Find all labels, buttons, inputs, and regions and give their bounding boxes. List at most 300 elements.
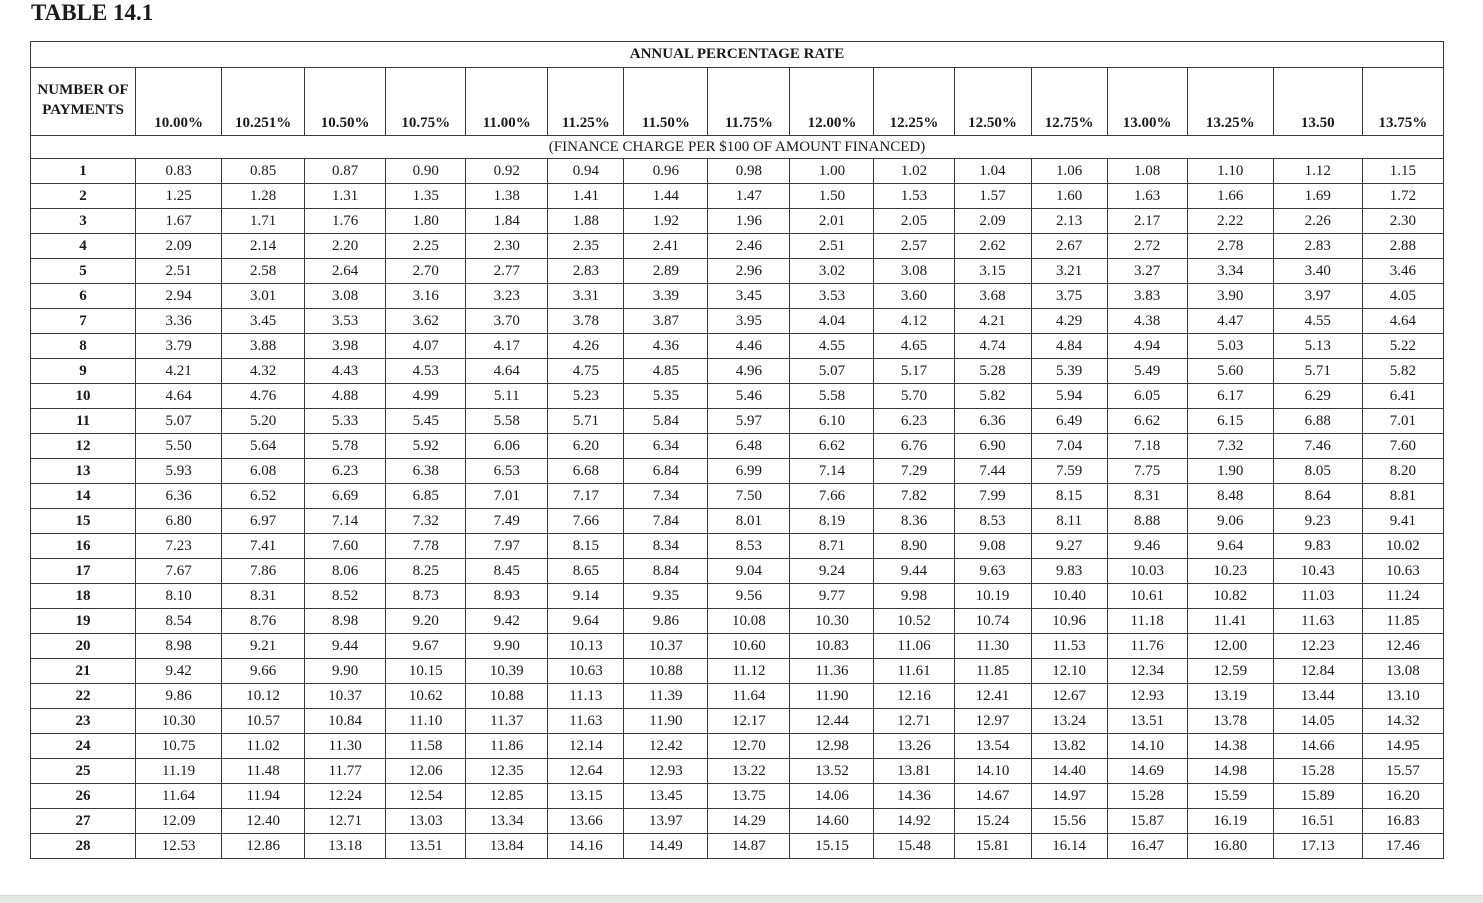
- table-row: [31, 659, 1444, 684]
- finance-charge-cell: 4.43: [305, 359, 386, 384]
- finance-charge-cell: 15.28: [1273, 759, 1362, 784]
- finance-charge-cell: 9.83: [1273, 534, 1362, 559]
- finance-charge-cell: 10.60: [708, 634, 790, 659]
- finance-charge-cell: 10.62: [386, 684, 466, 709]
- finance-charge-cell: 9.04: [708, 559, 790, 584]
- finance-charge-cell: 5.07: [136, 409, 222, 434]
- finance-charge-cell: 14.66: [1273, 734, 1362, 759]
- finance-charge-cell: 1.00: [790, 159, 874, 184]
- finance-charge-cell: 10.52: [874, 609, 954, 634]
- finance-charge-cell: 2.25: [386, 234, 466, 259]
- table-row: [31, 309, 1444, 334]
- finance-charge-cell: 12.85: [466, 784, 548, 809]
- finance-charge-cell: 2.13: [1031, 209, 1107, 234]
- finance-charge-cell: 9.20: [386, 609, 466, 634]
- finance-charge-cell: 1.35: [386, 184, 466, 209]
- finance-charge-cell: 1.67: [136, 209, 222, 234]
- finance-charge-cell: 5.07: [790, 359, 874, 384]
- finance-charge-cell: 14.67: [954, 784, 1031, 809]
- finance-charge-cell: 5.35: [624, 384, 708, 409]
- finance-charge-cell: 7.67: [136, 559, 222, 584]
- finance-charge-cell: 3.39: [624, 284, 708, 309]
- finance-charge-cell: 13.78: [1187, 709, 1273, 734]
- bottom-bar: [0, 895, 1483, 903]
- finance-charge-cell: 2.35: [548, 234, 624, 259]
- finance-charge-cell: 13.34: [466, 809, 548, 834]
- finance-charge-cell: 7.82: [874, 484, 954, 509]
- finance-charge-cell: 6.76: [874, 434, 954, 459]
- finance-charge-cell: 5.92: [386, 434, 466, 459]
- finance-charge-cell: 1.53: [874, 184, 954, 209]
- finance-charge-cell: 7.86: [222, 559, 305, 584]
- finance-charge-cell: 13.15: [548, 784, 624, 809]
- finance-charge-cell: 0.94: [548, 159, 624, 184]
- finance-charge-cell: 1.76: [305, 209, 386, 234]
- finance-charge-cell: 5.58: [466, 409, 548, 434]
- payment-count-cell: 16: [31, 534, 136, 559]
- finance-charge-cell: 11.85: [954, 659, 1031, 684]
- finance-charge-cell: 9.14: [548, 584, 624, 609]
- finance-charge-cell: 8.84: [624, 559, 708, 584]
- rate-header: 13.25%: [1187, 68, 1273, 136]
- finance-charge-cell: 9.64: [1187, 534, 1273, 559]
- finance-charge-cell: 4.47: [1187, 309, 1273, 334]
- table-row: [31, 434, 1444, 459]
- number-of-payments-header: NUMBER OF PAYMENTS: [31, 68, 136, 136]
- table-row: [31, 359, 1444, 384]
- finance-charge-cell: 3.62: [386, 309, 466, 334]
- finance-charge-cell: 13.52: [790, 759, 874, 784]
- rate-header: 13.00%: [1107, 68, 1187, 136]
- finance-charge-cell: 13.24: [1031, 709, 1107, 734]
- finance-charge-cell: 14.32: [1362, 709, 1443, 734]
- finance-charge-cell: 10.19: [954, 584, 1031, 609]
- finance-charge-cell: 3.53: [305, 309, 386, 334]
- rate-header: 12.25%: [874, 68, 954, 136]
- finance-charge-cell: 4.96: [708, 359, 790, 384]
- finance-charge-cell: 8.93: [466, 584, 548, 609]
- table-row: [31, 234, 1444, 259]
- rate-header: 13.50: [1273, 68, 1362, 136]
- finance-charge-cell: 8.31: [222, 584, 305, 609]
- finance-charge-cell: 5.97: [708, 409, 790, 434]
- table-row: [31, 759, 1444, 784]
- finance-charge-cell: 7.78: [386, 534, 466, 559]
- finance-charge-cell: 11.37: [466, 709, 548, 734]
- finance-charge-cell: 11.39: [624, 684, 708, 709]
- rate-header: 12.00%: [790, 68, 874, 136]
- finance-charge-cell: 10.63: [548, 659, 624, 684]
- finance-charge-cell: 16.20: [1362, 784, 1443, 809]
- finance-charge-cell: 6.38: [386, 459, 466, 484]
- finance-charge-cell: 11.10: [386, 709, 466, 734]
- finance-charge-cell: 1.90: [1187, 459, 1273, 484]
- finance-charge-cell: 13.84: [466, 834, 548, 859]
- finance-charge-cell: 10.30: [790, 609, 874, 634]
- finance-charge-cell: 12.24: [305, 784, 386, 809]
- finance-charge-cell: 9.86: [624, 609, 708, 634]
- finance-charge-cell: 10.15: [386, 659, 466, 684]
- finance-charge-cell: 8.25: [386, 559, 466, 584]
- finance-charge-cell: 2.77: [466, 259, 548, 284]
- finance-charge-cell: 7.01: [1362, 409, 1443, 434]
- finance-charge-cell: 3.70: [466, 309, 548, 334]
- finance-charge-cell: 0.87: [305, 159, 386, 184]
- finance-charge-cell: 15.87: [1107, 809, 1187, 834]
- finance-charge-cell: 8.15: [548, 534, 624, 559]
- finance-charge-cell: 15.57: [1362, 759, 1443, 784]
- finance-charge-cell: 2.46: [708, 234, 790, 259]
- finance-charge-cell: 2.67: [1031, 234, 1107, 259]
- finance-charge-subheader: (FINANCE CHARGE PER $100 OF AMOUNT FINANCED): [31, 136, 1444, 159]
- table-row: [31, 284, 1444, 309]
- finance-charge-cell: 13.82: [1031, 734, 1107, 759]
- payment-count-cell: 5: [31, 259, 136, 284]
- finance-charge-cell: 9.56: [708, 584, 790, 609]
- finance-charge-cell: 12.71: [305, 809, 386, 834]
- finance-charge-cell: 5.64: [222, 434, 305, 459]
- finance-charge-cell: 3.97: [1273, 284, 1362, 309]
- finance-charge-cell: 4.64: [136, 384, 222, 409]
- finance-charge-cell: 13.66: [548, 809, 624, 834]
- rate-header: 10.75%: [386, 68, 466, 136]
- finance-charge-cell: 1.25: [136, 184, 222, 209]
- finance-charge-cell: 12.44: [790, 709, 874, 734]
- finance-charge-cell: 3.36: [136, 309, 222, 334]
- finance-charge-cell: 2.57: [874, 234, 954, 259]
- finance-charge-cell: 12.00: [1187, 634, 1273, 659]
- finance-charge-cell: 16.80: [1187, 834, 1273, 859]
- finance-charge-cell: 14.95: [1362, 734, 1443, 759]
- rate-header: 13.75%: [1362, 68, 1443, 136]
- finance-charge-cell: 3.02: [790, 259, 874, 284]
- finance-charge-cell: 1.12: [1273, 159, 1362, 184]
- finance-charge-cell: 6.06: [466, 434, 548, 459]
- finance-charge-cell: 7.75: [1107, 459, 1187, 484]
- finance-charge-cell: 1.47: [708, 184, 790, 209]
- finance-charge-cell: 3.53: [790, 284, 874, 309]
- finance-charge-cell: 2.70: [386, 259, 466, 284]
- finance-charge-cell: 5.94: [1031, 384, 1107, 409]
- finance-charge-cell: 15.28: [1107, 784, 1187, 809]
- table-row: [31, 184, 1444, 209]
- finance-charge-cell: 5.70: [874, 384, 954, 409]
- finance-charge-cell: 8.64: [1273, 484, 1362, 509]
- finance-charge-cell: 9.06: [1187, 509, 1273, 534]
- finance-charge-cell: 10.83: [790, 634, 874, 659]
- finance-charge-cell: 11.19: [136, 759, 222, 784]
- finance-charge-cell: 14.97: [1031, 784, 1107, 809]
- finance-charge-cell: 8.36: [874, 509, 954, 534]
- payment-count-cell: 2: [31, 184, 136, 209]
- finance-charge-cell: 5.28: [954, 359, 1031, 384]
- finance-charge-cell: 11.86: [466, 734, 548, 759]
- finance-charge-cell: 1.63: [1107, 184, 1187, 209]
- finance-charge-cell: 3.95: [708, 309, 790, 334]
- finance-charge-cell: 2.26: [1273, 209, 1362, 234]
- finance-charge-cell: 9.21: [222, 634, 305, 659]
- finance-charge-cell: 12.67: [1031, 684, 1107, 709]
- finance-charge-cell: 10.57: [222, 709, 305, 734]
- table-row: [31, 784, 1444, 809]
- finance-charge-cell: 1.04: [954, 159, 1031, 184]
- finance-charge-cell: 2.05: [874, 209, 954, 234]
- finance-charge-cell: 7.23: [136, 534, 222, 559]
- finance-charge-cell: 9.86: [136, 684, 222, 709]
- finance-charge-cell: 1.57: [954, 184, 1031, 209]
- finance-charge-cell: 16.19: [1187, 809, 1273, 834]
- finance-charge-cell: 6.53: [466, 459, 548, 484]
- finance-charge-cell: 16.47: [1107, 834, 1187, 859]
- finance-charge-cell: 2.89: [624, 259, 708, 284]
- finance-charge-cell: 3.60: [874, 284, 954, 309]
- finance-charge-cell: 3.08: [874, 259, 954, 284]
- payment-count-cell: 23: [31, 709, 136, 734]
- finance-charge-cell: 8.52: [305, 584, 386, 609]
- finance-charge-cell: 12.09: [136, 809, 222, 834]
- finance-charge-cell: 6.62: [790, 434, 874, 459]
- finance-charge-cell: 3.34: [1187, 259, 1273, 284]
- finance-charge-cell: 2.51: [790, 234, 874, 259]
- finance-charge-cell: 11.12: [708, 659, 790, 684]
- finance-charge-cell: 8.76: [222, 609, 305, 634]
- table-row: [31, 409, 1444, 434]
- finance-charge-cell: 14.69: [1107, 759, 1187, 784]
- finance-charge-cell: 6.05: [1107, 384, 1187, 409]
- finance-charge-cell: 14.98: [1187, 759, 1273, 784]
- finance-charge-cell: 10.61: [1107, 584, 1187, 609]
- finance-charge-cell: 1.28: [222, 184, 305, 209]
- finance-charge-cell: 8.88: [1107, 509, 1187, 534]
- finance-charge-cell: 4.53: [386, 359, 466, 384]
- finance-charge-cell: 10.96: [1031, 609, 1107, 634]
- finance-charge-cell: 9.23: [1273, 509, 1362, 534]
- finance-charge-cell: 13.51: [386, 834, 466, 859]
- finance-charge-cell: 9.35: [624, 584, 708, 609]
- finance-charge-cell: 11.85: [1362, 609, 1443, 634]
- finance-charge-cell: 8.01: [708, 509, 790, 534]
- finance-charge-cell: 4.05: [1362, 284, 1443, 309]
- finance-charge-cell: 4.65: [874, 334, 954, 359]
- finance-charge-cell: 4.88: [305, 384, 386, 409]
- finance-charge-cell: 13.18: [305, 834, 386, 859]
- finance-charge-cell: 6.36: [136, 484, 222, 509]
- table-row: [31, 159, 1444, 184]
- finance-charge-cell: 1.84: [466, 209, 548, 234]
- finance-charge-cell: 1.50: [790, 184, 874, 209]
- finance-charge-cell: 7.59: [1031, 459, 1107, 484]
- finance-charge-cell: 11.90: [790, 684, 874, 709]
- finance-charge-cell: 1.38: [466, 184, 548, 209]
- finance-charge-cell: 7.84: [624, 509, 708, 534]
- finance-charge-cell: 12.70: [708, 734, 790, 759]
- finance-charge-cell: 4.74: [954, 334, 1031, 359]
- finance-charge-cell: 1.72: [1362, 184, 1443, 209]
- finance-charge-cell: 6.48: [708, 434, 790, 459]
- finance-charge-cell: 6.36: [954, 409, 1031, 434]
- finance-charge-cell: 6.49: [1031, 409, 1107, 434]
- finance-charge-cell: 17.13: [1273, 834, 1362, 859]
- finance-charge-cell: 14.49: [624, 834, 708, 859]
- finance-charge-cell: 3.46: [1362, 259, 1443, 284]
- finance-charge-cell: 6.08: [222, 459, 305, 484]
- finance-charge-cell: 4.55: [790, 334, 874, 359]
- finance-charge-cell: 12.23: [1273, 634, 1362, 659]
- finance-charge-cell: 13.75: [708, 784, 790, 809]
- finance-charge-cell: 9.44: [874, 559, 954, 584]
- finance-charge-cell: 9.27: [1031, 534, 1107, 559]
- finance-charge-cell: 3.75: [1031, 284, 1107, 309]
- finance-charge-cell: 10.74: [954, 609, 1031, 634]
- finance-charge-cell: 4.12: [874, 309, 954, 334]
- finance-charge-cell: 4.55: [1273, 309, 1362, 334]
- finance-charge-cell: 12.17: [708, 709, 790, 734]
- finance-charge-cell: 7.97: [466, 534, 548, 559]
- finance-charge-cell: 6.17: [1187, 384, 1273, 409]
- finance-charge-cell: 1.06: [1031, 159, 1107, 184]
- rate-header: 11.75%: [708, 68, 790, 136]
- finance-charge-cell: 8.54: [136, 609, 222, 634]
- finance-charge-cell: 6.10: [790, 409, 874, 434]
- finance-charge-cell: 7.14: [790, 459, 874, 484]
- finance-charge-cell: 6.20: [548, 434, 624, 459]
- finance-charge-cell: 14.92: [874, 809, 954, 834]
- table-row: [31, 509, 1444, 534]
- finance-charge-cell: 8.65: [548, 559, 624, 584]
- finance-charge-cell: 4.36: [624, 334, 708, 359]
- finance-charge-cell: 7.66: [548, 509, 624, 534]
- finance-charge-cell: 12.34: [1107, 659, 1187, 684]
- finance-charge-cell: 10.88: [466, 684, 548, 709]
- finance-charge-cell: 10.63: [1362, 559, 1443, 584]
- finance-charge-cell: 6.34: [624, 434, 708, 459]
- table-row: [31, 584, 1444, 609]
- table-row: [31, 484, 1444, 509]
- finance-charge-cell: 7.17: [548, 484, 624, 509]
- finance-charge-cell: 6.29: [1273, 384, 1362, 409]
- rate-header: 11.50%: [624, 68, 708, 136]
- table-row: [31, 734, 1444, 759]
- table-row: [31, 834, 1444, 859]
- finance-charge-cell: 6.85: [386, 484, 466, 509]
- table-row: [31, 634, 1444, 659]
- finance-charge-cell: 1.80: [386, 209, 466, 234]
- finance-charge-cell: 3.31: [548, 284, 624, 309]
- finance-charge-cell: 15.24: [954, 809, 1031, 834]
- finance-charge-cell: 13.03: [386, 809, 466, 834]
- finance-charge-cell: 2.09: [136, 234, 222, 259]
- finance-charge-cell: 10.30: [136, 709, 222, 734]
- finance-charge-cell: 0.98: [708, 159, 790, 184]
- finance-charge-cell: 2.96: [708, 259, 790, 284]
- payment-count-cell: 6: [31, 284, 136, 309]
- finance-charge-cell: 4.21: [954, 309, 1031, 334]
- table-row: [31, 709, 1444, 734]
- finance-charge-cell: 4.17: [466, 334, 548, 359]
- finance-charge-cell: 12.97: [954, 709, 1031, 734]
- finance-charge-cell: 6.69: [305, 484, 386, 509]
- finance-charge-cell: 5.71: [1273, 359, 1362, 384]
- finance-charge-cell: 2.41: [624, 234, 708, 259]
- finance-charge-cell: 2.22: [1187, 209, 1273, 234]
- finance-charge-cell: 8.05: [1273, 459, 1362, 484]
- finance-charge-cell: 6.97: [222, 509, 305, 534]
- finance-charge-cell: 6.84: [624, 459, 708, 484]
- finance-charge-cell: 12.84: [1273, 659, 1362, 684]
- finance-charge-cell: 12.86: [222, 834, 305, 859]
- table-title: TABLE 14.1: [31, 0, 154, 25]
- table-row: [31, 534, 1444, 559]
- table-container[interactable]: [30, 41, 1444, 891]
- finance-charge-cell: 5.49: [1107, 359, 1187, 384]
- finance-charge-cell: 9.64: [548, 609, 624, 634]
- finance-charge-cell: 14.60: [790, 809, 874, 834]
- finance-charge-cell: 5.20: [222, 409, 305, 434]
- finance-charge-cell: 9.67: [386, 634, 466, 659]
- finance-charge-cell: 11.77: [305, 759, 386, 784]
- payment-count-cell: 26: [31, 784, 136, 809]
- finance-charge-cell: 10.37: [624, 634, 708, 659]
- finance-charge-cell: 15.48: [874, 834, 954, 859]
- rate-header: 10.251%: [222, 68, 305, 136]
- payment-count-cell: 4: [31, 234, 136, 259]
- payment-count-cell: 19: [31, 609, 136, 634]
- finance-charge-cell: 1.44: [624, 184, 708, 209]
- finance-charge-cell: 6.41: [1362, 384, 1443, 409]
- finance-charge-cell: 8.48: [1187, 484, 1273, 509]
- finance-charge-cell: 5.13: [1273, 334, 1362, 359]
- finance-charge-cell: 3.16: [386, 284, 466, 309]
- finance-charge-cell: 6.68: [548, 459, 624, 484]
- finance-charge-cell: 3.23: [466, 284, 548, 309]
- finance-charge-cell: 8.06: [305, 559, 386, 584]
- finance-charge-cell: 14.36: [874, 784, 954, 809]
- finance-charge-cell: 7.49: [466, 509, 548, 534]
- finance-charge-cell: 12.42: [624, 734, 708, 759]
- finance-charge-cell: 2.94: [136, 284, 222, 309]
- finance-charge-cell: 2.83: [1273, 234, 1362, 259]
- finance-charge-cell: 11.41: [1187, 609, 1273, 634]
- finance-charge-cell: 8.11: [1031, 509, 1107, 534]
- payment-count-cell: 18: [31, 584, 136, 609]
- finance-charge-cell: 7.44: [954, 459, 1031, 484]
- finance-charge-cell: 5.84: [624, 409, 708, 434]
- finance-charge-cell: 7.99: [954, 484, 1031, 509]
- rate-header: 12.75%: [1031, 68, 1107, 136]
- finance-charge-cell: 2.09: [954, 209, 1031, 234]
- finance-charge-cell: 9.90: [466, 634, 548, 659]
- finance-charge-cell: 3.87: [624, 309, 708, 334]
- finance-charge-cell: 10.03: [1107, 559, 1187, 584]
- finance-charge-cell: 4.21: [136, 359, 222, 384]
- finance-charge-cell: 5.82: [954, 384, 1031, 409]
- finance-charge-cell: 7.32: [386, 509, 466, 534]
- finance-charge-cell: 12.35: [466, 759, 548, 784]
- table-row: [31, 684, 1444, 709]
- finance-charge-cell: 2.62: [954, 234, 1031, 259]
- finance-charge-cell: 9.42: [466, 609, 548, 634]
- finance-charge-cell: 5.11: [466, 384, 548, 409]
- finance-charge-cell: 3.88: [222, 334, 305, 359]
- finance-charge-cell: 6.80: [136, 509, 222, 534]
- finance-charge-cell: 5.22: [1362, 334, 1443, 359]
- finance-charge-cell: 3.01: [222, 284, 305, 309]
- finance-charge-cell: 9.44: [305, 634, 386, 659]
- finance-charge-cell: 4.38: [1107, 309, 1187, 334]
- finance-charge-cell: 3.78: [548, 309, 624, 334]
- finance-charge-cell: 8.71: [790, 534, 874, 559]
- finance-charge-cell: 12.41: [954, 684, 1031, 709]
